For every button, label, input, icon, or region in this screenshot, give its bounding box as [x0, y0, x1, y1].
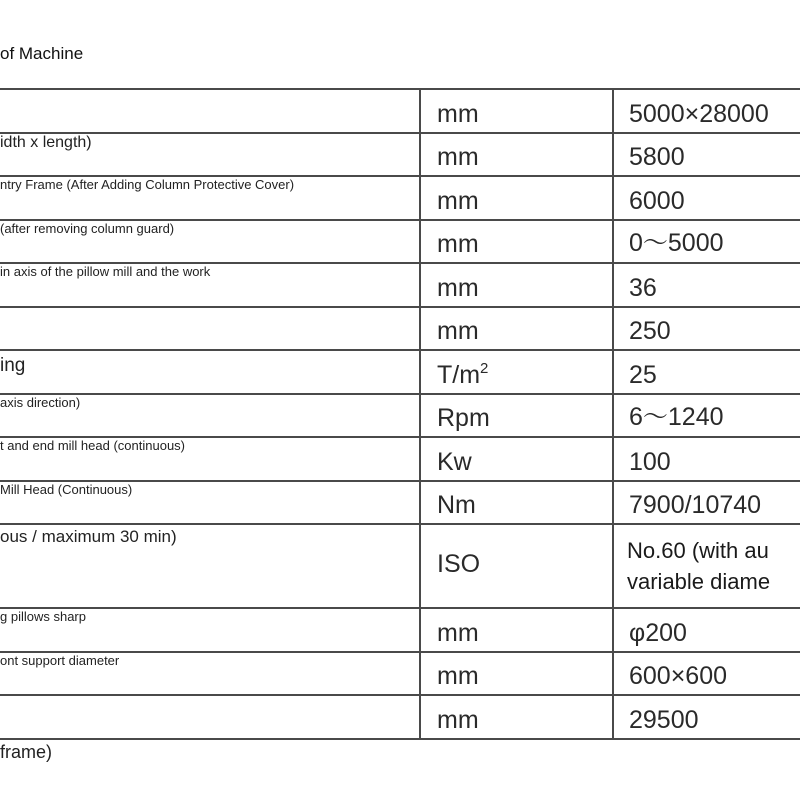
unit-base: T/m: [437, 361, 481, 389]
row-description: ont support diameter: [0, 653, 125, 668]
table-row: [0, 608, 800, 652]
row-value: 250: [613, 307, 800, 350]
row-description: (after removing column guard): [0, 221, 180, 236]
row-description: axis direction): [0, 395, 86, 410]
desc-cell: [0, 695, 420, 762]
row-description: frame): [0, 742, 58, 763]
row-unit: mm: [420, 263, 613, 307]
row-unit: mm: [420, 176, 613, 220]
row-description: ing: [0, 355, 31, 377]
row-unit: mm: [420, 608, 613, 652]
desc-cell: [0, 350, 420, 410]
row-description: Mill Head (Continuous): [0, 482, 138, 497]
document-title: of Machine: [0, 44, 84, 63]
row-description: t and end mill head (continuous): [0, 438, 191, 453]
row-unit: Kw: [420, 437, 613, 481]
table-row: [0, 307, 800, 350]
row-value-line: variable diame: [627, 569, 771, 594]
desc-cell: [0, 89, 420, 151]
row-description: ous / maximum 30 min): [0, 527, 183, 547]
row-value: 0～5000: [613, 220, 800, 263]
table-row: [0, 89, 800, 133]
row-value: 7900/10740: [613, 481, 800, 524]
row-description: g pillows sharp: [0, 609, 92, 624]
row-value-multiline: [613, 524, 800, 608]
row-unit: mm: [420, 652, 613, 695]
row-unit: mm: [420, 220, 613, 263]
row-value: φ200: [613, 608, 800, 652]
row-unit: mm: [420, 695, 613, 739]
table-row: [0, 350, 800, 394]
unit-superscript: 2: [480, 360, 489, 377]
table-row: [0, 695, 800, 739]
row-unit: ISO: [420, 524, 613, 608]
row-unit: Rpm: [420, 394, 613, 437]
row-value: 25: [613, 350, 800, 394]
row-value: 5800: [613, 133, 800, 176]
spec-table: [0, 88, 800, 762]
row-value: 6～1240: [613, 394, 800, 437]
row-description: ntry Frame (After Adding Column Protective Cover): [0, 177, 300, 192]
row-unit: mm: [420, 133, 613, 176]
desc-cell: [0, 307, 420, 376]
row-value: 600×600: [613, 652, 800, 695]
table-row: [0, 133, 800, 176]
table-row: [0, 394, 800, 437]
row-value: 36: [613, 263, 800, 307]
row-unit: [420, 350, 613, 394]
row-description: idth x length): [0, 134, 98, 152]
row-value: 29500: [613, 695, 800, 739]
row-unit: mm: [420, 307, 613, 350]
row-value: 100: [613, 437, 800, 481]
row-unit: mm: [420, 89, 613, 133]
row-value: 5000×28000: [613, 89, 800, 133]
row-unit: Nm: [420, 481, 613, 524]
row-value-line: No.60 (with au: [627, 538, 769, 563]
row-value: 6000: [613, 176, 800, 220]
row-description: in axis of the pillow mill and the work: [0, 264, 216, 279]
